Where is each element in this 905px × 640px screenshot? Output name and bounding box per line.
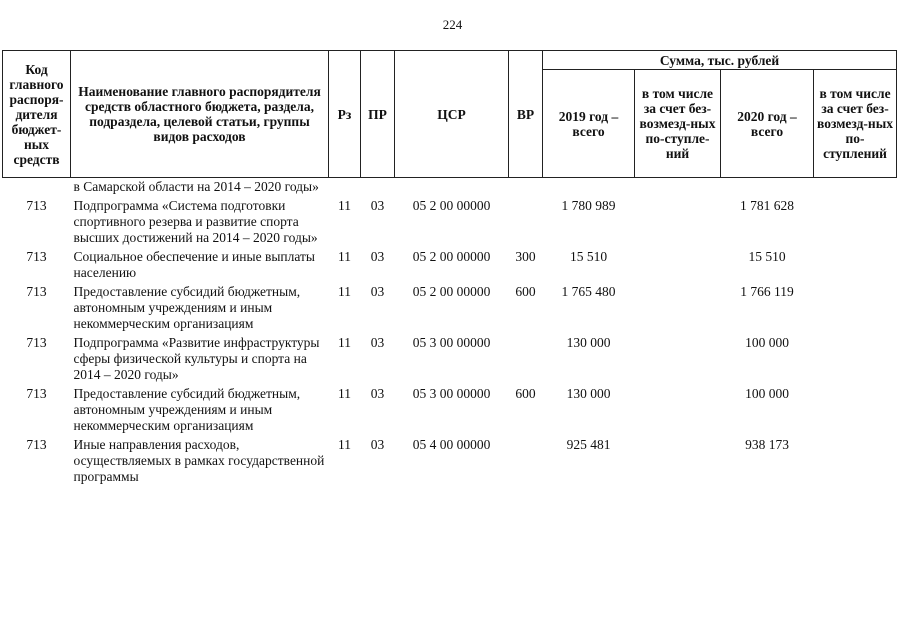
- cell-name: в Самарской области на 2014 – 2020 годы»: [73, 179, 319, 194]
- cell-2019-total: 130 000: [566, 386, 611, 401]
- header-2020-total: 2020 год – всего: [721, 70, 814, 178]
- cell-pr: 03: [370, 335, 385, 350]
- header-vr: ВР: [509, 51, 543, 178]
- table-row: [3, 334, 897, 385]
- cell-code: 713: [26, 284, 47, 299]
- cell-csr: 05 2 00 00000: [412, 284, 491, 299]
- cell-2019-total: 1 765 480: [561, 284, 616, 299]
- cell-vr: 600: [515, 386, 536, 401]
- cell-csr: 05 2 00 00000: [412, 249, 491, 264]
- cell-code: 713: [26, 198, 47, 213]
- cell-code: [3, 178, 71, 198]
- cell-code: 713: [26, 386, 47, 401]
- cell-2020-gratuitous: [814, 197, 897, 248]
- cell-2019-total: 925 481: [566, 437, 611, 452]
- cell-2020-total: 15 510: [748, 249, 786, 264]
- cell-csr: 05 3 00 00000: [412, 335, 491, 350]
- table-body: [3, 178, 897, 488]
- header-sum: Сумма, тыс. рублей: [543, 51, 897, 70]
- cell-2020-total: 100 000: [745, 335, 789, 350]
- cell-csr: 05 2 00 00000: [412, 198, 491, 213]
- cell-name: Социальное обеспечение и иные выплаты населению: [73, 249, 315, 280]
- cell-rz: 11: [338, 198, 351, 213]
- cell-2020-total: 1 766 119: [740, 284, 794, 299]
- cell-2019-total: [543, 178, 635, 198]
- cell-2019-gratuitous: [635, 178, 721, 198]
- header-2020-gratuitous: в том числе за счет без-возмезд-ных по-ступлений: [814, 70, 897, 178]
- cell-2020-gratuitous: [814, 385, 897, 436]
- cell-name: Предоставление субсидий бюджетным, автономным учреждениям и иным некоммерческим организациям: [73, 386, 301, 433]
- header-name: Наименование главного распорядителя средств областного бюджета, раздела, подраздела, целевой статьи, группы видов расходов: [71, 51, 329, 178]
- cell-csr: 05 3 00 00000: [412, 386, 491, 401]
- cell-2019-total: 15 510: [569, 249, 608, 264]
- cell-csr: [395, 178, 509, 198]
- cell-2020-total: 1 781 628: [740, 198, 794, 213]
- header-csr: ЦСР: [395, 51, 509, 178]
- cell-code: 713: [26, 249, 47, 264]
- cell-rz: 11: [338, 386, 351, 401]
- header-rz: Рз: [329, 51, 361, 178]
- cell-2019-gratuitous: [635, 334, 721, 385]
- cell-pr: 03: [370, 437, 385, 452]
- cell-rz: [329, 178, 361, 198]
- cell-2019-total: 1 780 989: [561, 198, 616, 213]
- cell-2019-total: 130 000: [566, 335, 611, 350]
- cell-2019-gratuitous: [635, 436, 721, 487]
- cell-pr: 03: [370, 284, 385, 299]
- cell-2020-gratuitous: [814, 248, 897, 283]
- cell-2020-gratuitous: [814, 283, 897, 334]
- header-code: Код главного распоря-дителя бюджет-ных средств: [3, 51, 71, 178]
- cell-2020-total: 938 173: [745, 437, 789, 452]
- cell-vr: 300: [515, 249, 536, 264]
- cell-2020-gratuitous: [814, 436, 897, 487]
- cell-rz: 11: [338, 249, 351, 264]
- cell-name: Иные направления расходов, осуществляемых в рамках государственной программы: [73, 437, 325, 484]
- cell-2020-gratuitous: [814, 178, 897, 198]
- cell-rz: 11: [338, 284, 351, 299]
- cell-2020-total: [721, 178, 814, 198]
- page-number: 224: [442, 17, 463, 32]
- cell-name: Предоставление субсидий бюджетным, автономным учреждениям и иным некоммерческим организациям: [73, 284, 301, 331]
- table-row: [3, 197, 897, 248]
- cell-code: 713: [26, 335, 47, 350]
- cell-2020-total: 100 000: [745, 386, 789, 401]
- cell-csr: 05 4 00 00000: [412, 437, 491, 452]
- table-row: [3, 248, 897, 283]
- cell-pr: 03: [370, 249, 385, 264]
- cell-pr: 03: [370, 386, 385, 401]
- cell-pr: 03: [370, 198, 385, 213]
- cell-2019-gratuitous: [635, 283, 721, 334]
- header-2019-total: 2019 год – всего: [543, 70, 635, 178]
- budget-table: [2, 50, 897, 487]
- header-2019-gratuitous: в том числе за счет без-возмезд-ных по-ступле-ний: [635, 70, 721, 178]
- cell-rz: 11: [338, 335, 351, 350]
- cell-2019-gratuitous: [635, 385, 721, 436]
- cell-vr: 600: [515, 284, 536, 299]
- table-row: [3, 436, 897, 487]
- cell-2019-gratuitous: [635, 248, 721, 283]
- cell-2020-gratuitous: [814, 334, 897, 385]
- cell-code: 713: [26, 437, 47, 452]
- table-row: [3, 283, 897, 334]
- cell-2019-gratuitous: [635, 197, 721, 248]
- table-row: [3, 385, 897, 436]
- cell-vr: [509, 178, 543, 198]
- table-header: [3, 51, 897, 178]
- cell-rz: 11: [338, 437, 351, 452]
- cell-name: Подпрограмма «Развитие инфраструктуры сферы физической культуры и спорта на 2014 – 2020 годы»: [73, 335, 320, 382]
- header-pr: ПР: [361, 51, 395, 178]
- cell-vr: [509, 436, 543, 487]
- cell-vr: [509, 334, 543, 385]
- cell-name: Подпрограмма «Система подготовки спортивного резерва и развитие спорта высших достижений на 2014 – 2020 годы»: [73, 198, 318, 245]
- cell-pr: [361, 178, 395, 198]
- table-row: [3, 178, 897, 198]
- cell-vr: [509, 197, 543, 248]
